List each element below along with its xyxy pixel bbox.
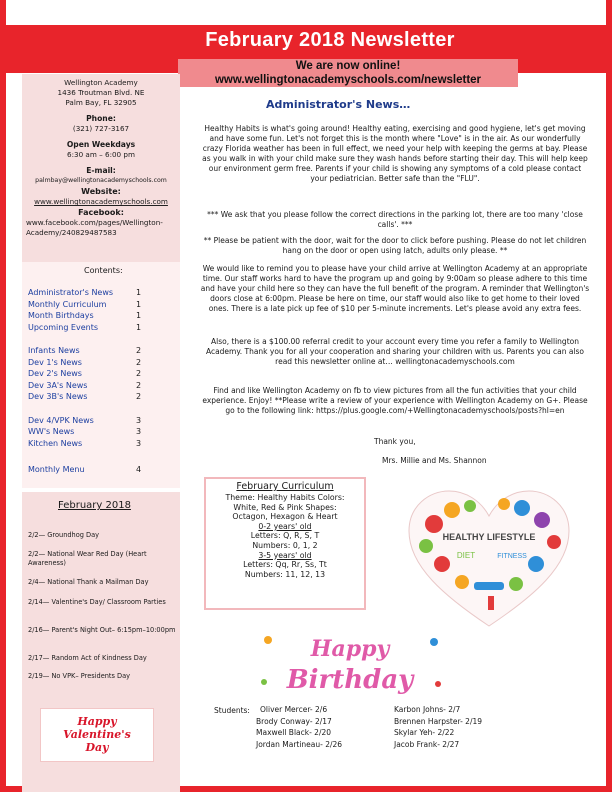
valentine-line-1: Happy xyxy=(77,715,117,728)
contents-item-page: 2 xyxy=(136,380,142,390)
contents-item[interactable] xyxy=(28,416,166,425)
contents-item[interactable] xyxy=(28,346,166,355)
curriculum-line: Numbers: 0, 1, 2 xyxy=(252,540,318,550)
hours-value: 6:30 am – 6:00 pm xyxy=(67,150,135,159)
contents-item[interactable] xyxy=(28,288,166,297)
contents-item[interactable] xyxy=(28,369,166,378)
facebook-link[interactable]: www.facebook.com/pages/Wellington-Academy/240829487583 xyxy=(26,218,163,237)
contents-item-label: Monthly Menu xyxy=(28,464,85,474)
healthy-heart-image xyxy=(404,486,574,631)
birthday-entry: Maxwell Black- 2/20 xyxy=(256,728,332,737)
school-name: Wellington Academy xyxy=(64,78,138,87)
contents-item-page: 3 xyxy=(136,415,142,425)
birthday-entry: Jacob Frank- 2/27 xyxy=(394,739,460,749)
email-label: E-mail: xyxy=(86,166,116,175)
contents-item-page: 2 xyxy=(136,369,142,378)
curriculum-line: Octagon, Hexagon & Heart xyxy=(232,512,338,522)
contents-item[interactable] xyxy=(28,300,166,309)
contents-item-label: Dev 3B's News xyxy=(28,392,88,401)
facebook-label: Facebook: xyxy=(78,208,124,217)
birthday-entry: Karbon Johns- 2/7 xyxy=(394,705,461,714)
website-label: Website: xyxy=(81,187,121,196)
event-item: 2/17— Random Act of Kindness Day xyxy=(28,654,147,662)
admin-paragraph-2: *** We ask that you please follow the correct directions in the parking lot, there are too many 'close calls'. *** xyxy=(207,210,583,229)
contents-item[interactable] xyxy=(28,358,166,367)
contents-item-label: Upcoming Events xyxy=(28,322,99,332)
website-link[interactable]: www.wellingtonacademyschools.com xyxy=(34,197,168,206)
admin-paragraph-6: Find and like Wellington Academy on fb to view pictures from all the fun activities that your child experience. Enjoy! **Please write a review of your experience with Wellington Academy on G+. Please go to the following link: https://plus.google.com/+Wellingtonacademyschools/posts?hl=en xyxy=(202,386,588,415)
event-item: 2/4— National Thank a Mailman Day xyxy=(28,578,149,586)
contents-item-label: WW's News xyxy=(28,427,75,436)
heart-diet: DIET xyxy=(456,551,476,560)
contents-item[interactable] xyxy=(28,465,166,474)
age-group-3-5: 3-5 years' old xyxy=(258,550,312,560)
contents-item[interactable] xyxy=(28,439,166,448)
valentine-line-3: Day xyxy=(85,741,109,754)
students-label: Students: xyxy=(214,706,250,715)
birthday-line-1: Happy xyxy=(310,636,390,662)
contents-item[interactable] xyxy=(28,311,166,320)
curriculum-line: Numbers: 11, 12, 13 xyxy=(244,569,326,579)
age-group-0-2: 0-2 years' old xyxy=(258,521,312,531)
contents-item-label: Dev 2's News xyxy=(28,369,82,378)
birthday-line-2: Birthday xyxy=(286,665,414,695)
birthday-entry: Jordan Martineau- 2/26 xyxy=(256,739,343,749)
contents-item-page: 2 xyxy=(136,357,142,367)
curriculum-line: Letters: Qq, Rr, Ss, Tt xyxy=(243,560,327,570)
admin-paragraph-1: Healthy Habits is what's going around! Healthy eating, exercising and good hygiene, let's get moving and have some fun. Let's not forget this is the month where "Love" is in the air. As our wonderfully crazy Florida weather has been in full effect, we need your help with keeping the germs at bay. Please as you walk in with your child make sure they wash hands before starting their day. This will help keep our environment germ free. Parents if your child is showing any symptoms of a cold please contact your pediatrician. Better safe than the "FLU". xyxy=(202,124,588,183)
phone-label: Phone: xyxy=(86,114,116,123)
contents-item-label: Dev 4/VPK News xyxy=(28,415,94,425)
contents-item-page: 1 xyxy=(136,288,142,297)
birthday-entry: Oliver Mercer- 2/6 xyxy=(260,705,328,714)
admin-paragraph-5: Also, there is a $100.00 referral credit to your account every time you refer a family to Wellington Academy. Thank you for all your cooperation and sharing your children with us. Parents you can also read this newsletter online at… wellingtonacademyschools.com xyxy=(205,337,585,366)
heart-caption: HEALTHY LIFESTYLE xyxy=(442,532,536,542)
signature: Mrs. Millie and Ms. Shannon xyxy=(382,456,487,465)
curriculum-box xyxy=(204,477,366,610)
birthday-entry: Skylar Yeh- 2/22 xyxy=(394,728,455,737)
contents-item-page: 4 xyxy=(136,464,142,474)
valentine-line-2: Valentine's xyxy=(63,728,131,741)
address-line-2: Palm Bay, FL 32905 xyxy=(65,98,137,107)
event-item: 2/14— Valentine's Day/ Classroom Parties xyxy=(28,598,166,606)
contents-item-page: 1 xyxy=(136,299,142,309)
contents-item[interactable] xyxy=(28,381,166,390)
curriculum-line: Theme: Healthy Habits Colors: xyxy=(225,493,345,502)
contents-item[interactable] xyxy=(28,392,166,401)
event-item: 2/2— National Wear Red Day (Heart Awareness) xyxy=(28,550,147,567)
phone-number: (321) 727-3167 xyxy=(72,124,130,133)
contents-item-label: Administrator's News xyxy=(28,288,114,297)
admin-paragraph-4: We would like to remind you to please have your child arrive at Wellington Academy at an appropriate time. Our staff works hard to have the program up and going by 9:00am so please adhere to this time and have your child here so they can have the full benefit of the program. A reminder that Wellington's doors close at 6:00pm. Please be here on time, our staff would also like to get home to their loved ones. There is a late pick up fee of $10 per 5-minute increments. Let's please avoid any extra fees. xyxy=(200,264,590,313)
thanks-text: Thank you, xyxy=(374,437,416,446)
contents-item-label: Dev 3A's News xyxy=(28,380,88,390)
curriculum-line: White, Red & Pink Shapes: xyxy=(233,502,337,512)
event-item: 2/19— No VPK– Presidents Day xyxy=(28,672,131,680)
contact-panel xyxy=(22,74,180,262)
birthday-column-2 xyxy=(394,704,482,750)
curriculum-line: Letters: Q, R, S, T xyxy=(250,531,320,541)
email-link[interactable]: palmbay@wellingtonacademyschools.com xyxy=(35,177,167,184)
contents-item-page: 2 xyxy=(136,346,142,355)
online-link[interactable]: We are now online! www.wellingtonacademyschools.com/newsletter xyxy=(178,59,518,87)
happy-birthday-image xyxy=(254,632,446,696)
valentine-image xyxy=(40,708,154,762)
page-title: February 2018 Newsletter xyxy=(205,29,455,51)
event-item: 2/2— Groundhog Day xyxy=(28,531,100,539)
admin-news-title: Administrator's News… xyxy=(266,98,411,111)
admin-paragraph-3: ** Please be patient with the door, wait for the door to click before pushing. Please do not let children hang on the door or open using latch, adults only please. ** xyxy=(203,236,587,255)
contents-item-label: Infants News xyxy=(28,346,80,355)
contents-item[interactable] xyxy=(28,427,166,436)
birthday-entry: Brennen Harpster- 2/19 xyxy=(394,716,483,726)
contents-title: Contents: xyxy=(84,266,123,275)
contents-item-page: 2 xyxy=(136,392,142,401)
contents-item-page: 3 xyxy=(136,427,142,436)
events-title: February 2018 xyxy=(58,500,131,511)
contents-item-page: 1 xyxy=(136,322,142,332)
hours-label: Open Weekdays xyxy=(66,140,136,149)
contents-item-page: 3 xyxy=(136,438,142,448)
address-line-1: 1436 Troutman Blvd. NE xyxy=(57,88,145,97)
birthday-column-1 xyxy=(256,704,342,750)
contents-item[interactable] xyxy=(28,323,166,332)
curriculum-title: February Curriculum xyxy=(236,481,334,492)
contents-item-label: Kitchen News xyxy=(28,438,83,448)
heart-fitness: FITNESS xyxy=(497,553,527,560)
birthday-entry: Brody Conway- 2/17 xyxy=(256,716,332,726)
event-item: 2/16— Parent's Night Out– 6:15pm–10:00pm xyxy=(28,626,176,634)
contents-item-label: Dev 1's News xyxy=(28,357,82,367)
contents-item-label: Month Birthdays xyxy=(28,311,94,320)
contents-item-page: 1 xyxy=(136,311,142,320)
contents-item-label: Monthly Curriculum xyxy=(28,299,107,309)
